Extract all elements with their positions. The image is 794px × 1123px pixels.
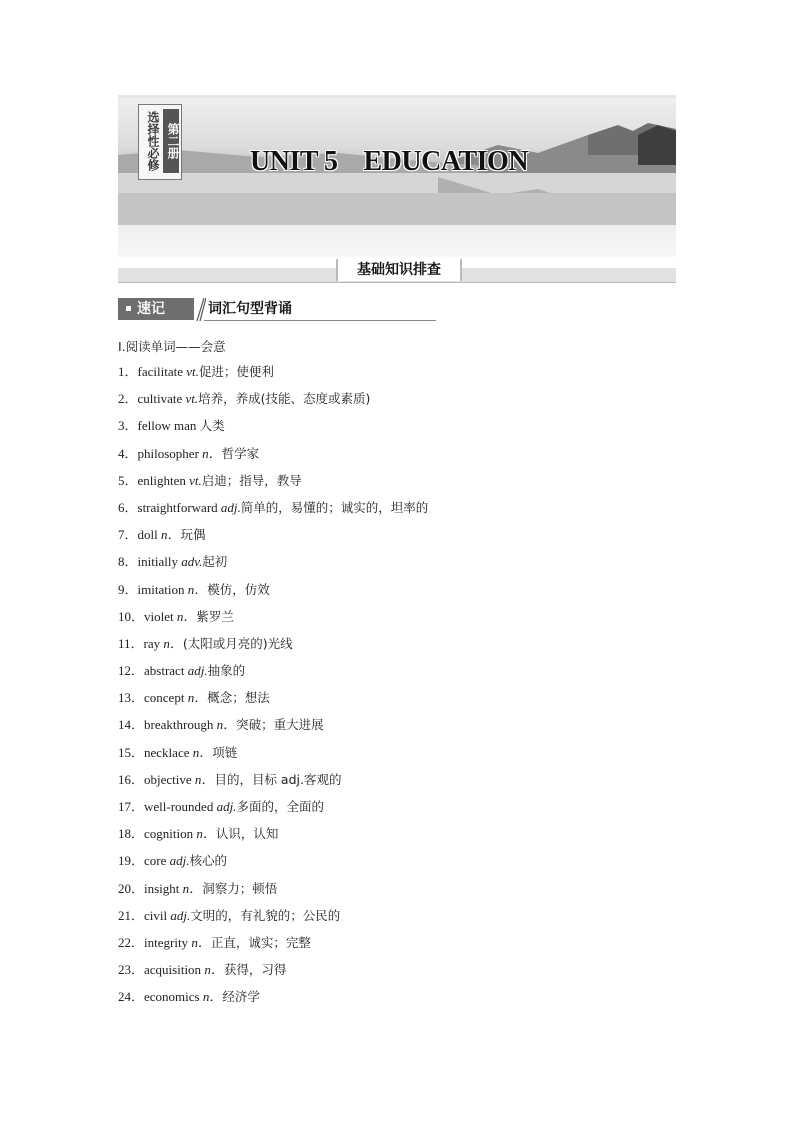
item-word: fellow man xyxy=(137,418,200,434)
item-meaning: 认识，认知 xyxy=(215,826,279,842)
item-number: 3． xyxy=(118,418,138,434)
item-word: objective xyxy=(144,771,195,787)
item-number: 24． xyxy=(118,989,145,1005)
item-number: 5． xyxy=(118,472,138,488)
tag-dark xyxy=(118,298,194,320)
item-part-of-speech: n． xyxy=(191,934,211,950)
vocab-list xyxy=(118,362,678,1015)
list-item xyxy=(118,933,678,960)
item-meaning: 模仿，仿效 xyxy=(207,581,270,597)
item-number: 23． xyxy=(118,962,145,978)
item-number: 4． xyxy=(118,445,138,461)
tag-underline xyxy=(204,320,436,321)
item-part-of-speech: n． xyxy=(216,717,237,733)
tag-light-label: 词汇句型背诵 xyxy=(208,301,292,317)
item-part-of-speech: n． xyxy=(204,962,224,978)
item-meaning: 正直，诚实；完整 xyxy=(210,934,311,950)
item-meaning: 经济学 xyxy=(222,989,260,1005)
item-part-of-speech: vt. xyxy=(189,472,202,488)
list-item xyxy=(118,960,678,987)
item-meaning: 促进；使便利 xyxy=(198,364,274,379)
list-item xyxy=(118,688,678,715)
item-part-of-speech: n． xyxy=(187,581,208,597)
item-word: acquisition xyxy=(144,962,205,978)
item-number: 16． xyxy=(118,771,145,787)
list-item xyxy=(118,906,678,933)
item-word: necklace xyxy=(144,744,193,760)
item-number: 1． xyxy=(118,364,138,379)
topic-tag xyxy=(118,298,436,322)
item-part-of-speech: n． xyxy=(194,771,215,787)
item-number: 9． xyxy=(118,581,138,597)
unit-title: UNIT 5 EDUCATION xyxy=(250,146,529,177)
item-meaning: 洞察力；顿悟 xyxy=(202,880,278,896)
item-part-of-speech: n． xyxy=(182,880,203,896)
item-part-of-speech: n． xyxy=(192,744,213,760)
item-word: enlighten xyxy=(137,472,190,488)
item-meaning: 启迪；指导，教导 xyxy=(201,472,302,488)
item-number: 2． xyxy=(118,391,138,407)
item-part-of-speech: n． xyxy=(161,527,181,543)
item-word: philosopher xyxy=(137,445,203,461)
item-meaning: 哲学家 xyxy=(221,445,260,461)
item-word: straightforward xyxy=(137,499,221,515)
subheading: Ⅰ.阅读单词——会意 xyxy=(118,339,226,354)
item-word: facilitate xyxy=(137,364,187,379)
item-word: cultivate xyxy=(137,391,186,407)
item-word: initially xyxy=(137,554,182,570)
list-item xyxy=(118,416,678,443)
item-part-of-speech: n． xyxy=(187,690,208,706)
item-meaning: 概念；想法 xyxy=(207,690,270,706)
item-meaning: (太阳或月亮的)光线 xyxy=(182,635,293,651)
list-item xyxy=(118,525,678,552)
list-item xyxy=(118,498,678,525)
item-word: imitation xyxy=(137,581,188,597)
list-item xyxy=(118,851,678,878)
item-meaning: 多面的，全面的 xyxy=(236,799,324,814)
item-part-of-speech: n． xyxy=(176,608,197,624)
item-number: 18． xyxy=(118,826,145,842)
item-number: 15． xyxy=(118,744,145,760)
item-meaning: 人类 xyxy=(199,418,225,434)
item-meaning: 目的，目标 adj.客观的 xyxy=(214,771,342,787)
section-title: 基础知识排查 xyxy=(336,259,462,281)
list-item xyxy=(118,824,678,851)
item-word: breakthrough xyxy=(144,717,217,733)
item-meaning: 项链 xyxy=(212,744,238,760)
list-item xyxy=(118,552,678,579)
item-part-of-speech: adj. xyxy=(169,853,190,869)
item-part-of-speech: n． xyxy=(196,826,216,842)
list-item xyxy=(118,661,678,688)
list-item xyxy=(118,879,678,906)
item-number: 8． xyxy=(118,554,138,570)
list-item xyxy=(118,607,678,634)
item-number: 12． xyxy=(118,663,145,679)
item-part-of-speech: adv. xyxy=(181,554,203,570)
item-number: 7． xyxy=(118,527,138,543)
list-item xyxy=(118,987,678,1014)
item-meaning: 抽象的 xyxy=(207,663,246,679)
list-item xyxy=(118,715,678,742)
item-number: 19． xyxy=(118,853,145,869)
item-number: 11． xyxy=(118,635,144,651)
item-word: insight xyxy=(144,880,183,896)
item-meaning: 获得，习得 xyxy=(223,962,287,978)
item-number: 13． xyxy=(118,690,145,706)
course-label: 选择性必修 xyxy=(146,111,160,171)
list-item xyxy=(118,634,678,661)
volume-label: 第二册 xyxy=(163,109,179,173)
item-word: integrity xyxy=(144,934,192,950)
item-number: 10． xyxy=(118,608,145,624)
item-number: 14． xyxy=(118,717,145,733)
item-meaning: 核心的 xyxy=(189,853,228,869)
item-meaning: 简单的，易懂的；诚实的，坦率的 xyxy=(240,499,429,515)
item-part-of-speech: adj. xyxy=(170,907,191,923)
square-bullet-icon xyxy=(126,306,131,311)
list-item xyxy=(118,389,678,416)
item-word: violet xyxy=(144,608,177,624)
item-part-of-speech: n． xyxy=(202,445,222,461)
list-item xyxy=(118,444,678,471)
item-part-of-speech: adj. xyxy=(216,799,237,814)
item-word: well-rounded xyxy=(144,799,217,814)
item-part-of-speech: vt. xyxy=(185,391,199,407)
list-item xyxy=(118,580,678,607)
item-word: ray xyxy=(143,635,164,651)
item-meaning: 培养，养成(技能、态度或素质) xyxy=(198,391,371,407)
item-word: economics xyxy=(144,989,203,1005)
item-meaning: 文明的，有礼貌的；公民的 xyxy=(190,907,341,923)
item-meaning: 紫罗兰 xyxy=(196,608,234,624)
banner-strip xyxy=(118,225,676,257)
list-item xyxy=(118,362,678,389)
item-number: 6． xyxy=(118,499,138,515)
item-number: 21． xyxy=(118,907,145,923)
item-word: civil xyxy=(144,907,171,923)
item-word: concept xyxy=(144,690,188,706)
book-volume-label xyxy=(138,104,182,180)
item-meaning: 突破；重大进展 xyxy=(236,717,324,733)
item-number: 17． xyxy=(118,799,145,814)
tag-dark-label: 速记 xyxy=(137,301,165,317)
item-meaning: 起初 xyxy=(202,554,228,570)
item-number: 22． xyxy=(118,934,145,950)
list-item xyxy=(118,471,678,498)
item-meaning: 玩偶 xyxy=(180,527,206,543)
item-part-of-speech: adj. xyxy=(187,663,208,679)
item-word: doll xyxy=(137,527,161,543)
item-word: cognition xyxy=(144,826,197,842)
item-part-of-speech: n． xyxy=(163,635,183,651)
item-part-of-speech: vt. xyxy=(186,364,199,379)
item-part-of-speech: n． xyxy=(202,989,223,1005)
item-word: core xyxy=(144,853,170,869)
item-part-of-speech: adj. xyxy=(220,499,241,515)
list-item xyxy=(118,770,678,797)
item-number: 20． xyxy=(118,880,145,896)
list-item xyxy=(118,743,678,770)
item-word: abstract xyxy=(144,663,188,679)
list-item xyxy=(118,797,678,824)
